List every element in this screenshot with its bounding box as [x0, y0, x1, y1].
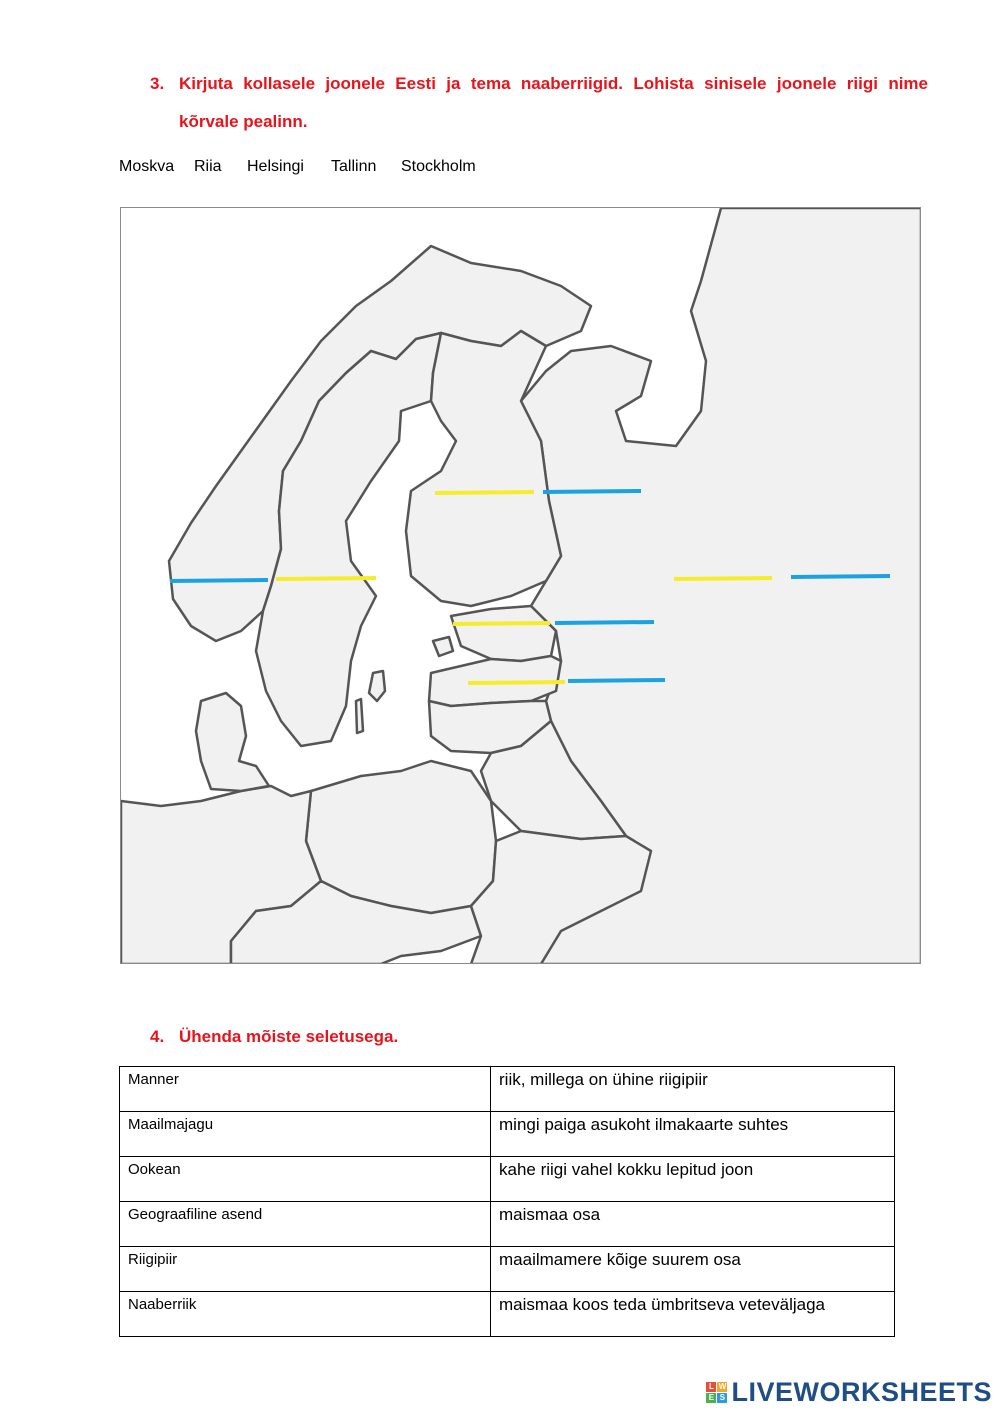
table-row: [120, 1292, 895, 1337]
definition-cell[interactable]: maismaa osa: [491, 1202, 895, 1247]
latvia-capital-line[interactable]: [568, 680, 665, 681]
liveworksheets-logo: [706, 1375, 992, 1409]
term-cell[interactable]: Riigipiir: [120, 1247, 491, 1292]
logo-letter-s: S: [717, 1393, 727, 1403]
definition-cell[interactable]: mingi paiga asukoht ilmakaarte suhtes: [491, 1112, 895, 1157]
island-oland: [356, 699, 363, 733]
table-row: [120, 1202, 895, 1247]
definition-cell[interactable]: riik, millega on ühine riigipiir: [491, 1067, 895, 1112]
word-riia[interactable]: Riia: [194, 158, 222, 175]
liveworksheets-icon: [706, 1382, 727, 1403]
russia-capital-line[interactable]: [791, 576, 890, 577]
definition-cell[interactable]: kahe riigi vahel kokku lepitud joon: [491, 1157, 895, 1202]
sweden-capital-line[interactable]: [170, 580, 268, 581]
task-4-heading: [150, 1018, 550, 1056]
task-4-number: 4.: [150, 1027, 165, 1046]
table-row: [120, 1112, 895, 1157]
country-estonia: [451, 606, 556, 661]
table-row: [120, 1067, 895, 1112]
definition-cell[interactable]: maismaa koos teda ümbritseva veteväljaga: [491, 1292, 895, 1337]
term-cell[interactable]: Ookean: [120, 1157, 491, 1202]
russia-country-line[interactable]: [674, 578, 772, 579]
baltic-region-map: [121, 208, 921, 964]
word-moskva[interactable]: Moskva: [119, 158, 175, 175]
task-3-number: 3.: [150, 74, 165, 93]
word-helsingi[interactable]: Helsingi: [247, 158, 304, 175]
task-3-heading: [150, 65, 928, 141]
definition-cell[interactable]: maailmamere kõige suurem osa: [491, 1247, 895, 1292]
logo-letter-l: L: [706, 1382, 716, 1392]
finland-capital-line[interactable]: [543, 491, 641, 492]
term-cell[interactable]: Manner: [120, 1067, 491, 1112]
island-gotland: [369, 671, 385, 701]
country-denmark: [196, 693, 269, 791]
estonia-capital-line[interactable]: [555, 622, 654, 623]
task-3-instruction: Kirjuta kollasele joonele Eesti ja tema naaberriigid. Lohista sinisele joonele riigi nime kõrvale pealinn.: [179, 74, 928, 131]
matching-table: [119, 1066, 895, 1337]
logo-letter-e: E: [706, 1393, 716, 1403]
word-stockholm[interactable]: Stockholm: [401, 158, 476, 175]
word-tallinn[interactable]: Tallinn: [331, 158, 377, 175]
map-frame: [120, 207, 921, 964]
table-row: [120, 1247, 895, 1292]
term-cell[interactable]: Maailmajagu: [120, 1112, 491, 1157]
logo-letter-w: W: [718, 1381, 727, 1391]
latvia-country-line[interactable]: [468, 682, 565, 683]
task-4-instruction: Ühenda mõiste seletusega.: [179, 1027, 399, 1046]
finland-country-line[interactable]: [435, 492, 534, 493]
term-cell[interactable]: Geograafiline asend: [120, 1202, 491, 1247]
estonia-country-line[interactable]: [453, 623, 550, 624]
term-cell[interactable]: Naaberriik: [120, 1292, 491, 1337]
liveworksheets-wordmark: LIVEWORKSHEETS: [731, 1376, 992, 1407]
island-saaremaa: [433, 637, 453, 656]
table-row: [120, 1157, 895, 1202]
sweden-country-line[interactable]: [276, 578, 376, 579]
